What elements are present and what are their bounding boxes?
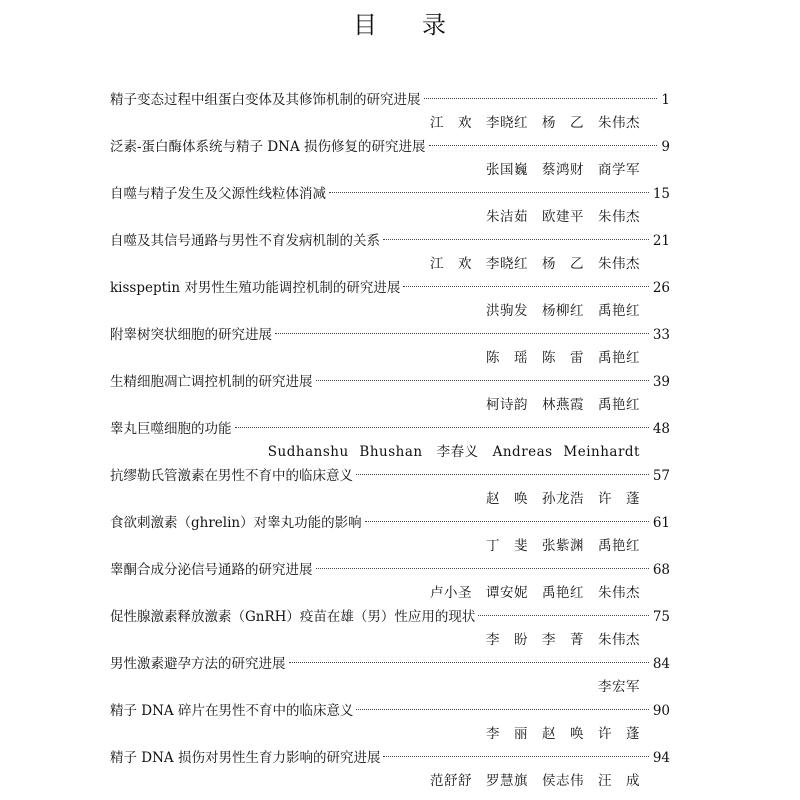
toc-entry-authors: 陈 瑶 陈 雷 禹艳红 bbox=[486, 350, 640, 366]
leader-dots bbox=[478, 615, 648, 616]
toc-entry-authors: 赵 唤 孙龙浩 许 蓬 bbox=[486, 491, 640, 507]
page-title-char-2: 录 bbox=[422, 11, 447, 39]
toc-entry[interactable] bbox=[110, 370, 670, 417]
toc-entry-title[interactable]: 自噬与精子发生及父源性线粒体消减 bbox=[110, 186, 326, 202]
toc-entry-authors: 洪驹发 杨柳红 禹艳红 bbox=[486, 303, 640, 319]
toc-entry-line bbox=[110, 417, 670, 441]
leader-dots bbox=[329, 192, 649, 193]
toc-entry[interactable] bbox=[110, 699, 670, 746]
leader-dots bbox=[316, 380, 649, 381]
toc-entry-line bbox=[110, 605, 670, 629]
toc-entry-title[interactable]: 食欲刺激素（ghrelin）对睾丸功能的影响 bbox=[110, 515, 362, 531]
toc-page-number[interactable]: 57 bbox=[652, 468, 670, 484]
toc-page-number[interactable]: 33 bbox=[652, 327, 670, 343]
toc-page-number[interactable]: 39 bbox=[652, 374, 670, 390]
toc-entry-title[interactable]: 泛素-蛋白酶体系统与精子 DNA 损伤修复的研究进展 bbox=[110, 139, 426, 155]
leader-dots bbox=[403, 286, 648, 287]
toc-entry[interactable] bbox=[110, 182, 670, 229]
toc-entry[interactable] bbox=[110, 746, 670, 793]
leader-dots bbox=[383, 756, 648, 757]
toc-entry[interactable] bbox=[110, 605, 670, 652]
toc-entry[interactable] bbox=[110, 511, 670, 558]
toc-page-number[interactable]: 90 bbox=[652, 703, 670, 719]
toc-entry-title[interactable]: 促性腺激素释放激素（GnRH）疫苗在雄（男）性应用的现状 bbox=[110, 609, 476, 625]
toc-entry[interactable] bbox=[110, 652, 670, 699]
toc-entry[interactable] bbox=[110, 88, 670, 135]
toc-entry-line bbox=[110, 135, 670, 159]
toc-page-number[interactable]: 9 bbox=[661, 139, 670, 155]
leader-dots bbox=[383, 239, 649, 240]
toc-entry-authors: 张国巍 蔡鸿财 商学军 bbox=[486, 162, 640, 178]
table-of-contents bbox=[110, 88, 670, 793]
toc-entry-authors: 李宏军 bbox=[598, 679, 640, 695]
toc-entry-title[interactable]: 附睾树突状细胞的研究进展 bbox=[110, 327, 272, 343]
toc-entry-title[interactable]: 生精细胞凋亡调控机制的研究进展 bbox=[110, 374, 313, 390]
page-title-char-1: 目 bbox=[353, 11, 378, 39]
toc-entry-title[interactable]: 男性激素避孕方法的研究进展 bbox=[110, 656, 286, 672]
toc-entry-authors: 范舒舒 罗慧旗 侯志伟 汪 成 bbox=[430, 773, 640, 789]
toc-entry-authors: 柯诗韵 林燕霞 禹艳红 bbox=[486, 397, 640, 413]
toc-page-number[interactable]: 15 bbox=[652, 186, 670, 202]
toc-page-number[interactable]: 94 bbox=[652, 750, 670, 766]
toc-entry-title[interactable]: 自噬及其信号通路与男性不育发病机制的关系 bbox=[110, 233, 380, 249]
toc-entry-line bbox=[110, 88, 670, 112]
toc-entry-line bbox=[110, 229, 670, 253]
toc-entry[interactable] bbox=[110, 323, 670, 370]
toc-entry-line bbox=[110, 699, 670, 723]
toc-entry[interactable] bbox=[110, 417, 670, 464]
toc-entry-title[interactable]: 抗缪勒氏管激素在男性不育中的临床意义 bbox=[110, 468, 353, 484]
toc-page-number[interactable]: 84 bbox=[652, 656, 670, 672]
toc-entry-authors: 丁 斐 张紫渊 禹艳红 bbox=[486, 538, 640, 554]
toc-entry-title[interactable]: 睾酮合成分泌信号通路的研究进展 bbox=[110, 562, 313, 578]
toc-page-number[interactable]: 21 bbox=[652, 233, 670, 249]
toc-entry[interactable] bbox=[110, 464, 670, 511]
toc-entry[interactable] bbox=[110, 229, 670, 276]
toc-entry-title[interactable]: 精子 DNA 碎片在男性不育中的临床意义 bbox=[110, 703, 354, 719]
toc-entry-line bbox=[110, 558, 670, 582]
toc-entry[interactable] bbox=[110, 276, 670, 323]
toc-page-number[interactable]: 68 bbox=[652, 562, 670, 578]
toc-page-number[interactable]: 48 bbox=[652, 421, 670, 437]
toc-entry-authors: 朱洁茹 欧建平 朱伟杰 bbox=[486, 209, 640, 225]
toc-entry-line bbox=[110, 464, 670, 488]
toc-entry-authors: 李 丽 赵 唤 许 蓬 bbox=[486, 726, 640, 742]
page-title bbox=[0, 10, 800, 40]
leader-dots bbox=[356, 709, 648, 710]
toc-entry-authors: 卢小圣 谭安妮 禹艳红 朱伟杰 bbox=[430, 585, 640, 601]
toc-page-number[interactable]: 75 bbox=[652, 609, 670, 625]
toc-entry-authors: Sudhanshu Bhushan 李春义 Andreas Meinhardt bbox=[267, 444, 640, 460]
toc-entry-title[interactable]: 精子 DNA 损伤对男性生育力影响的研究进展 bbox=[110, 750, 381, 766]
toc-entry-title[interactable]: kisspeptin 对男性生殖功能调控机制的研究进展 bbox=[110, 280, 401, 296]
leader-dots bbox=[424, 98, 658, 99]
toc-entry-authors: 江 欢 李晓红 杨 乙 朱伟杰 bbox=[430, 115, 640, 131]
toc-page-number[interactable]: 26 bbox=[652, 280, 670, 296]
toc-entry-line bbox=[110, 746, 670, 770]
toc-entry[interactable] bbox=[110, 558, 670, 605]
toc-entry-authors: 李 盼 李 菁 朱伟杰 bbox=[486, 632, 640, 648]
toc-page-number[interactable]: 1 bbox=[661, 92, 670, 108]
toc-entry-line bbox=[110, 323, 670, 347]
toc-entry-title[interactable]: 精子变态过程中组蛋白变体及其修饰机制的研究进展 bbox=[110, 92, 421, 108]
toc-entry-line bbox=[110, 511, 670, 535]
leader-dots bbox=[365, 521, 649, 522]
toc-entry-line bbox=[110, 652, 670, 676]
toc-page-number[interactable]: 61 bbox=[652, 515, 670, 531]
toc-entry-title[interactable]: 睾丸巨噬细胞的功能 bbox=[110, 421, 232, 437]
leader-dots bbox=[275, 333, 649, 334]
leader-dots bbox=[429, 145, 658, 146]
leader-dots bbox=[356, 474, 649, 475]
toc-entry[interactable] bbox=[110, 135, 670, 182]
leader-dots bbox=[316, 568, 649, 569]
leader-dots bbox=[235, 427, 649, 428]
leader-dots bbox=[289, 662, 649, 663]
toc-entry-authors: 江 欢 李晓红 杨 乙 朱伟杰 bbox=[430, 256, 640, 272]
toc-entry-line bbox=[110, 182, 670, 206]
toc-entry-line bbox=[110, 276, 670, 300]
toc-entry-line bbox=[110, 370, 670, 394]
